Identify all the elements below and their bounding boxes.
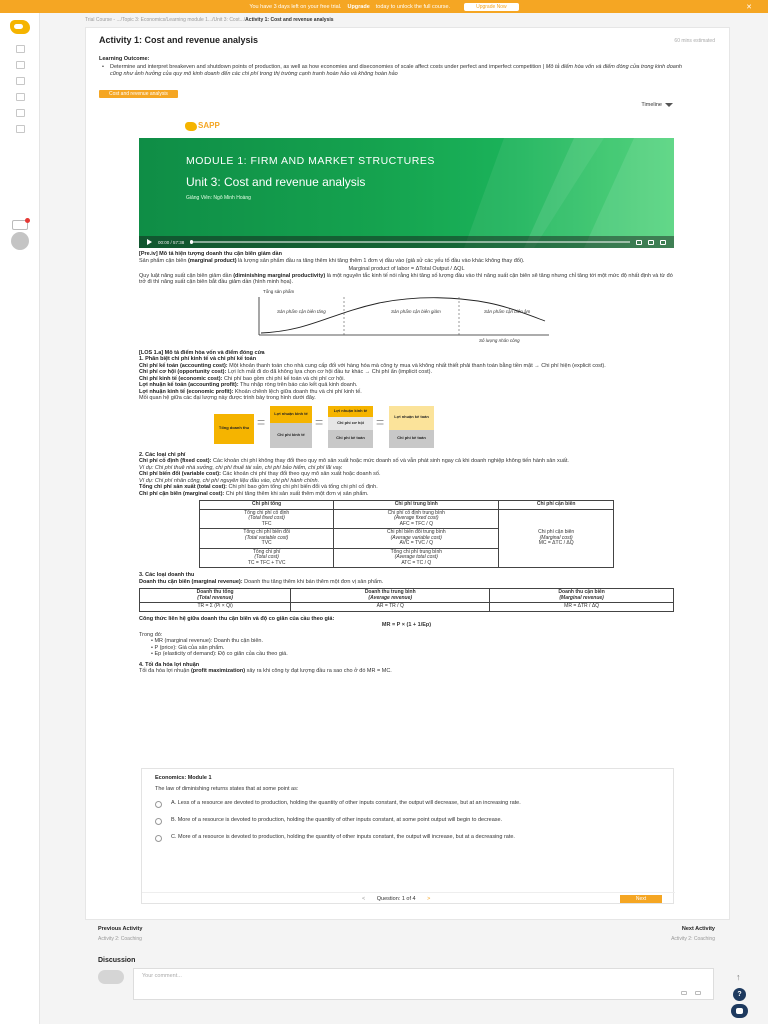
help-icon[interactable]: ? xyxy=(733,988,746,1001)
attach-icon[interactable] xyxy=(681,991,687,995)
time-estimate: 60 mins estimated xyxy=(674,38,715,44)
table-row: TR = Σ (Pi × Qi) AR = TR / Q MR = ΔTR / ΔQ xyxy=(140,603,674,612)
table-row: Tổng chi phí biến đổi (Total variable cost) TVC Chi phí biến đổi trung bình (Average variable cost) AVC = TVC / Q xyxy=(200,529,614,549)
lesson-content xyxy=(139,251,674,675)
learning-outcome-heading: Learning Outcome: xyxy=(99,56,150,62)
video-logo xyxy=(185,121,225,132)
settings-gear-icon[interactable] xyxy=(648,240,654,245)
question-counter: Question: 1 of 4 xyxy=(376,896,416,902)
definition: Lợi nhuận kế toán (accounting profit): Thu nhập ròng trên báo cáo kết quả kinh doanh. xyxy=(139,382,358,388)
definition: Chi phí cố định (fixed cost): Các khoản chi phí không thay đổi theo quy mô sản xuất hoặc mức doanh số và vẫn phát sinh ngay cả khi doanh nghiệp không tiến hành sản xuất. xyxy=(139,458,569,464)
activity-card xyxy=(85,27,730,920)
video-controls xyxy=(139,236,674,248)
formula-title: Công thức liên hệ giữa doanh thu cận biên và độ co giãn của cầu theo giá: xyxy=(139,615,335,622)
courses-icon[interactable] xyxy=(16,61,25,69)
breadcrumb-path[interactable]: Trial Course - .../Topic 3: Economics/Learning module 1.../Unit 3: Cost.../ xyxy=(85,17,246,23)
quiz-heading: Economics: Module 1 xyxy=(155,775,212,781)
productivity-graph xyxy=(139,289,674,347)
prev-question-icon[interactable]: < xyxy=(362,896,366,902)
scroll-top-icon[interactable]: ↑ xyxy=(736,972,741,982)
notification-icon[interactable] xyxy=(12,220,28,230)
learning-outcome-text xyxy=(110,64,690,78)
cost-profit-diagram: Tổng doanh thu = Lợi nhuận kinh tế Chi phí kinh tế = Lợi nhuận kinh tế Chi phí cơ hội Chi phí kế toán = Lợi nhuận kế toán Chi phí kế toán xyxy=(139,406,674,448)
paragraph: Mối quan hệ giữa các đại lượng này được trình bày trong hình dưới đây. xyxy=(139,395,316,401)
video-time: 00:00 / 57:38 xyxy=(158,239,185,245)
cost-table xyxy=(199,500,614,568)
next-question-icon[interactable]: > xyxy=(427,896,431,902)
flow-economic-profit-2: Lợi nhuận kinh tế xyxy=(328,406,373,417)
next-activity-link[interactable]: Next Activity xyxy=(681,926,715,932)
play-icon[interactable] xyxy=(147,239,152,245)
definition: Chi phí cận biên (marginal cost): Chi phí tăng thêm khi sản xuất thêm một đơn vị sản phẩm. xyxy=(139,490,369,497)
paragraph: Quy luật năng suất cận biên giảm dần (diminishing marginal productivity) là một nguyên tắc kinh tế nói rằng khi tăng số lượng đầu vào thì năng suất cận biên sẽ tăng nhưng chỉ tăng tới một mức độ nhất định và từ đó trở đi thì năng suất cận biên bắt đầu giảm dần (hình minh họa). xyxy=(139,272,673,285)
paragraph: Sản phẩm cận biên (marginal product) là lượng sản phẩm đầu ra tăng thêm khi tăng thêm 1 đơn vị đầu vào (giả sử các yếu tố đầu vào khác không thay đổi). xyxy=(139,257,525,264)
definition: Doanh thu cận biên (marginal revenue): Doanh thu tăng thêm khi bán thêm một đơn vị sản phẩm. xyxy=(139,578,384,585)
close-banner-icon[interactable]: ✕ xyxy=(746,4,752,11)
unit-title: Unit 3: Cost and revenue analysis xyxy=(186,175,366,189)
definition: Chi phí kế toán (accounting cost): Một khoản thanh toán cho nhà cung cấp đối với hàng hóa mà công ty mua và không nhất thiết phải thanh toán bằng tiền mặt → Chi phí hiện (explicit cost). xyxy=(139,362,606,369)
trial-banner xyxy=(0,0,768,13)
graph-region-2: Sản phẩm cận biên giảm xyxy=(391,308,441,314)
example: Ví dụ: Chi phí nhân công, chi phí nguyên liệu đầu vào, chi phí hành chính. xyxy=(139,477,320,484)
formula: Marginal product of labor = ΔTotal Output / ΔQL xyxy=(348,266,465,272)
previous-activity-link[interactable]: Previous Activity xyxy=(98,926,143,932)
user-avatar[interactable] xyxy=(11,232,29,250)
video-progress-bar[interactable] xyxy=(190,241,630,243)
lecturer-name: Giảng Viên: Ngô Minh Hoàng xyxy=(186,195,251,201)
flow-accounting-profit: Lợi nhuận kế toán xyxy=(389,406,434,430)
sapp-logo[interactable] xyxy=(10,20,30,34)
breadcrumb-current: Activity 1: Cost and revenue analysis xyxy=(245,17,334,23)
document-icon[interactable] xyxy=(16,93,25,101)
list-item: • P (price): Giá của sản phẩm. xyxy=(151,645,674,652)
flow-opportunity-cost: Chi phí cơ hội xyxy=(328,417,373,430)
left-sidebar xyxy=(0,13,40,1024)
timeline-dropdown[interactable]: Timeline xyxy=(641,102,673,108)
revenue-table: Doanh thu tổng (Total revenue) Doanh thu trung bình (Average revenue) Doanh thu cận biên (Marginal revenue) TR = Σ (Pi × Qi) AR = TR / Q MR = ΔTR / ΔQ xyxy=(139,588,674,612)
variable-list xyxy=(151,638,674,658)
trial-text: You have 3 days left on your free trial. xyxy=(249,3,342,10)
send-icon[interactable] xyxy=(695,991,701,995)
list-item: • Ep (elasticity of demand): Độ co giãn của cầu theo giá. xyxy=(151,651,674,658)
list-item: • MR (marginal revenue): Doanh thu cận biên. xyxy=(151,638,674,645)
mr-formula: MR = P × (1 + 1/Ep) xyxy=(381,622,432,628)
breadcrumb xyxy=(85,17,334,23)
definition: Chi phí cơ hội (opportunity cost): Lợi ích mất đi do đã không lựa chọn cơ hội đầu tư khác → Chi phí ẩn (implicit cost). xyxy=(139,369,432,375)
fullscreen-icon[interactable] xyxy=(660,240,666,245)
discussion-title: Discussion xyxy=(98,957,136,964)
definition: Lợi nhuận kinh tế (economic profit): Khoản chênh lệch giữa doanh thu và chi phí kinh tế. xyxy=(139,388,362,395)
definition: Tổng chi phí sản xuất (total cost): Chi phí bao gồm tổng chi phí biến đổi và tổng chi phí cố định. xyxy=(139,484,378,490)
graph-region-1: Sản phẩm cận biên tăng xyxy=(277,308,326,314)
table-row: Tổng chi phí cố định (Total fixed cost) TFC Chi phí cố định trung bình (Average fixed cost) AFC = TFC / Q Chi phí cận biên (Marginal cost) MC = ΔTC / ΔQ xyxy=(200,509,614,529)
lo-text-vi: Mô tả điểm hòa vốn và điểm đóng cửa trong kinh doanh cũng như ảnh hưởng của quy mô kinh doanh đến các chi phí trong thị trường cạnh tranh hoàn hảo và không hoàn hảo xyxy=(110,64,682,77)
graph-svg xyxy=(249,289,549,345)
comment-input[interactable] xyxy=(133,968,714,1000)
calendar-icon[interactable] xyxy=(16,77,25,85)
definition: Chi phí kinh tế (economic cost): Chi phí bao gồm chi phí kế toán và chi phí cơ hội. xyxy=(139,375,345,382)
quiz-question: The law of diminishing returns states that at some point as: xyxy=(155,786,299,792)
paragraph: Tối đa hóa lợi nhuận (profit maximization) xảy ra khi công ty đạt lượng đầu ra sao cho ở đó MR = MC. xyxy=(139,668,392,674)
quiz-option-c[interactable]: C. More of a resource is devoted to production, holding the quantity of other inputs constant, the output will increase, but at a decreasing rate. xyxy=(155,834,655,841)
sapp-logo-icon xyxy=(185,122,197,131)
topic-tag[interactable]: Cost and revenue analysis xyxy=(99,90,178,98)
upgrade-link[interactable]: Upgrade xyxy=(347,3,370,10)
chart-icon[interactable] xyxy=(16,109,25,117)
subsection-title: 2. Các loại chi phí xyxy=(139,451,186,458)
quiz-option-a[interactable]: A. Less of a resource are devoted to production, holding the quantity of other inputs constant, the output will decrease, but at an increasing rate. xyxy=(155,800,655,807)
table-row: Tổng chi phí (Total cost) TC = TFC + TVC Tổng chi phí trung bình (Average total cost) ATC = TC / Q xyxy=(200,548,614,568)
subsection-title: 1. Phân biệt chi phí kinh tế và chi phí kế toán xyxy=(139,356,257,362)
slide-decoration xyxy=(464,138,674,248)
table-header: Chi phí trung bình xyxy=(334,501,499,510)
section-title: [Pre.iv] Mô tả hiện tượng doanh thu cận biên giảm dần xyxy=(139,251,282,257)
lo-text-en: Determine and interpret breakeven and shutdown points of production, as well as how economies and diseconomies of scale affect costs under perfect and imperfect competition | xyxy=(110,64,545,70)
graph-ylabel: Tổng sản phẩm xyxy=(263,288,295,294)
quiz-nav xyxy=(362,896,430,902)
upgrade-now-button[interactable]: Upgrade Now xyxy=(464,3,519,11)
flow-total-revenue: Tổng doanh thu xyxy=(214,414,254,444)
flow-economic-profit: Lợi nhuận kinh tế xyxy=(270,406,312,423)
quiz-option-b[interactable]: B. More of a resource is devoted to production, holding the quantity of other inputs constant, at some point output will begin to decrease. xyxy=(155,817,655,824)
subsection-title: 4. Tối đa hóa lợi nhuận xyxy=(139,661,200,668)
subsection-title: 3. Các loại doanh thu xyxy=(139,572,195,578)
commenter-avatar xyxy=(98,970,124,984)
quiz-footer xyxy=(142,892,675,904)
flow-accounting-cost-2: Chi phí kế toán xyxy=(389,430,434,448)
definition: Chi phí biến đổi (variable cost): Các khoản chi phí thay đổi theo quy mô sản xuất hoặc doanh số. xyxy=(139,471,381,477)
page-title: Activity 1: Cost and revenue analysis xyxy=(99,35,259,45)
where-label: Trong đó: xyxy=(139,631,163,638)
graph-region-3: Sản phẩm cận biên âm xyxy=(484,308,531,314)
chat-icon[interactable] xyxy=(731,1004,748,1018)
video-player[interactable] xyxy=(139,111,674,248)
next-activity-name[interactable]: Activity 2: Coaching xyxy=(671,936,715,942)
video-logo-text: SAPP xyxy=(198,121,220,130)
home-icon[interactable] xyxy=(16,45,25,53)
volume-icon[interactable] xyxy=(636,240,642,245)
example: Ví dụ: Chi phí thuê nhà xưởng, chi phí thuế tài sản, chi phí bảo hiểm, chi phí lãi vay. xyxy=(139,464,343,471)
activity-pager xyxy=(98,926,715,946)
flow-economic-cost: Chi phí kinh tế xyxy=(270,423,312,448)
flow-accounting-cost: Chi phí kế toán xyxy=(328,430,373,448)
section-title: [LOS 1.a] Mô tả điểm hòa vốn và điểm đóng cửa xyxy=(139,349,265,356)
comment-placeholder: Your comment... xyxy=(142,973,182,979)
previous-activity-name[interactable]: Activity 2: Coaching xyxy=(98,936,142,942)
settings-icon[interactable] xyxy=(16,125,25,133)
next-button[interactable]: Next xyxy=(620,895,662,903)
trial-suffix: today to unlock the full course. xyxy=(375,3,451,10)
table-header: Chi phí tổng xyxy=(200,501,334,510)
table-header: Chi phí cận biên xyxy=(499,501,614,510)
quiz-panel xyxy=(141,768,674,904)
module-title: MODULE 1: FIRM AND MARKET STRUCTURES xyxy=(186,155,435,167)
graph-xlabel: Số lượng nhân công xyxy=(479,337,520,343)
